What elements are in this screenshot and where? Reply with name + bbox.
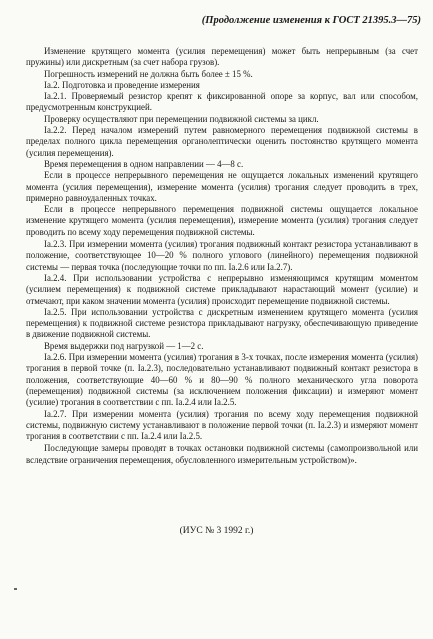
scan-speck <box>14 588 17 590</box>
paragraph: Iа.2.6. При измерении момента (усилия) трогания в 3-х точках, после измерения момента (усилия) трогания в первой точке (п. Iа.2.3), последовательно устанавливают подвижный контакт резистора в положения, соответствующие 40—60 % и 80—90 % полного механического угла поворота (перемещения) подвижной системы (за исключением положения фиксации) и измеряют момент (усилие) трогания в соответствии с пп. Iа.2.4 или Iа.2.5. <box>26 352 418 408</box>
paragraph: Iа.2.1. Проверяемый резистор крепят к фиксированной опоре за корпус, вал или способом, предусмотренным конструкцией. <box>26 91 418 113</box>
paragraph: Iа.2.4. При использовании устройства с непрерывно изменяющимся крутящим моментом (усилием перемещения) к подвижной системе прикладывают нарастающий момент (усилие) и отмечают, при каком значении момента (усилия) происходит перемещение подвижной системы. <box>26 272 418 306</box>
paragraph: Iа.2.2. Перед началом измерений путем равномерного перемещения подвижной системы в пределах полного цикла перемещения органолептически оценить постоянство крутящего момента (усилия перемещения). <box>26 125 418 158</box>
section-heading: Iа.2. Подготовка и проведение измерения <box>44 79 200 90</box>
paragraph: Изменение крутящего момента (усилия перемещения) может быть непрерывным (за счет пружины) или дискретным (за счет набора грузов). <box>26 46 418 68</box>
paragraph: Последующие замеры проводят в точках остановки подвижной системы (самопроизвольной или вследствие ограничения перемещения, обусловленного измерительным устройством)». <box>26 443 418 465</box>
source-note: (ИУС № 3 1992 г.) <box>179 526 254 536</box>
paragraph: Если в процессе непрерывного перемещения подвижной системы ощущается локальное изменение крутящего момента (усилия перемещения), измерение момента (усилия) трогания следует проводить по всему ходу перемещения подвижной системы. <box>26 204 418 237</box>
paragraph: Iа.2.7. При измерении момента (усилия) трогания по всему ходу перемещения подвижной системы, подвижную систему устанавливают в положение первой точки (п. Iа.2.3) и измеряют момент трогания в соответствии с пп. Iа.2.4 или Iа.2.5. <box>26 408 418 442</box>
paragraph: Iа.2.5. При использовании устройства с дискретным изменением крутящего момента (усилия перемещения) к подвижной системе резистора прикладывают нагрузку, обеспечивающую приведение в движение подвижной системы. <box>26 306 418 340</box>
paragraph: Iа.2.3. При измерении момента (усилия) трогания подвижный контакт резистора устанавливают в положение, соответствующее 10—20 % полного углового (линейного) перемещения подвижной системы — первая точка (последующие точки по пп. Iа.2.6 или Iа.2.7). <box>26 239 418 272</box>
paragraph: Если в процессе непрерывного перемещения не ощущается локальных изменений крутящего момента (усилия перемещения), измерение момента (усилия) трогания следует проводить в трех, примерно равноудаленных точках. <box>26 170 418 203</box>
paragraph: Время перемещения в одном направлении — 4—8 с. <box>44 158 244 169</box>
paragraph: Время выдержки под нагрузкой — 1—2 с. <box>44 340 204 351</box>
document-body <box>26 46 418 466</box>
paragraph: Проверку осуществляют при перемещении подвижной системы за цикл. <box>44 113 319 124</box>
paragraph: Погрешность измерений не должна быть более ± 15 %. <box>44 68 253 79</box>
page-header: (Продолжение изменения к ГОСТ 21395.3—75) <box>201 15 421 26</box>
